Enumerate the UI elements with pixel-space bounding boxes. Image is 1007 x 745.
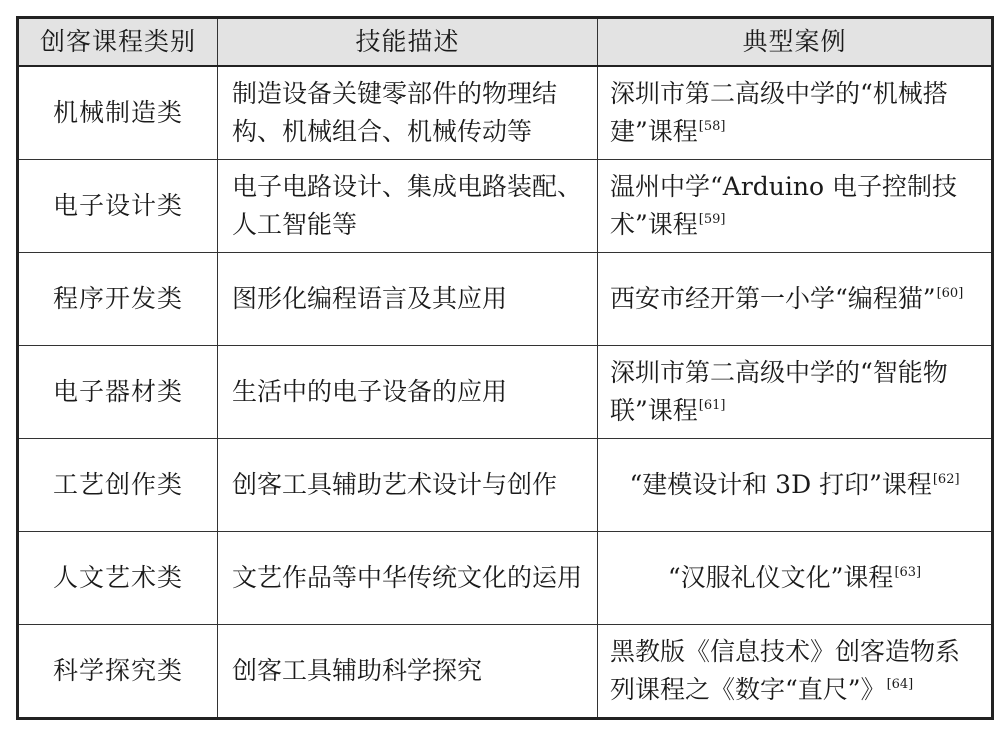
- citation-ref: [63]: [894, 565, 922, 580]
- row-case: [598, 625, 993, 719]
- table-row: [18, 439, 993, 532]
- citation-ref: [59]: [698, 212, 726, 227]
- row-category: 电子器材类: [18, 346, 218, 439]
- row-skill: 电子电路设计、集成电路装配、人工智能等: [218, 160, 598, 253]
- case-text: 黑教版《信息技术》创客造物系列课程之《数字“直尺”》: [610, 637, 961, 704]
- row-category: 工艺创作类: [18, 439, 218, 532]
- header-category: 创客课程类别: [18, 18, 218, 67]
- citation-ref: [60]: [936, 286, 964, 301]
- row-category: 人文艺术类: [18, 532, 218, 625]
- row-case: [598, 66, 993, 160]
- table-row: [18, 253, 993, 346]
- header-typical-case: 典型案例: [598, 18, 993, 67]
- row-category: 电子设计类: [18, 160, 218, 253]
- row-skill: 文艺作品等中华传统文化的运用: [218, 532, 598, 625]
- row-case: [598, 253, 993, 346]
- citation-ref: [61]: [698, 398, 726, 413]
- maker-course-table-container: [16, 16, 991, 720]
- table-header: [18, 18, 993, 67]
- case-text: 深圳市第二高级中学的“智能物联”课程: [610, 358, 948, 425]
- citation-ref: [62]: [932, 472, 960, 487]
- row-case: [598, 439, 993, 532]
- row-skill: 图形化编程语言及其应用: [218, 253, 598, 346]
- row-category: 程序开发类: [18, 253, 218, 346]
- maker-course-table: [16, 16, 994, 720]
- table-row: [18, 160, 993, 253]
- row-skill: 生活中的电子设备的应用: [218, 346, 598, 439]
- row-category: 科学探究类: [18, 625, 218, 719]
- case-text: 温州中学“Arduino 电子控制技术”课程: [610, 172, 957, 239]
- citation-ref: [58]: [698, 119, 726, 134]
- row-case: [598, 532, 993, 625]
- table-row: [18, 346, 993, 439]
- row-case: [598, 160, 993, 253]
- table-body: [18, 66, 993, 719]
- citation-ref: [64]: [886, 677, 914, 692]
- row-skill: 创客工具辅助科学探究: [218, 625, 598, 719]
- table-row: [18, 66, 993, 160]
- table-row: [18, 532, 993, 625]
- case-text: 深圳市第二高级中学的“机械搭建”课程: [610, 79, 948, 146]
- row-skill: 制造设备关键零部件的物理结构、机械组合、机械传动等: [218, 66, 598, 160]
- row-skill: 创客工具辅助艺术设计与创作: [218, 439, 598, 532]
- row-category: 机械制造类: [18, 66, 218, 160]
- case-text: “建模设计和 3D 打印”课程: [629, 470, 932, 499]
- row-case: [598, 346, 993, 439]
- case-text: “汉服礼仪文化”课程: [667, 563, 894, 592]
- header-row: [18, 18, 993, 67]
- table-row: [18, 625, 993, 719]
- case-text: 西安市经开第一小学“编程猫”: [610, 284, 936, 313]
- header-skill-description: 技能描述: [218, 18, 598, 67]
